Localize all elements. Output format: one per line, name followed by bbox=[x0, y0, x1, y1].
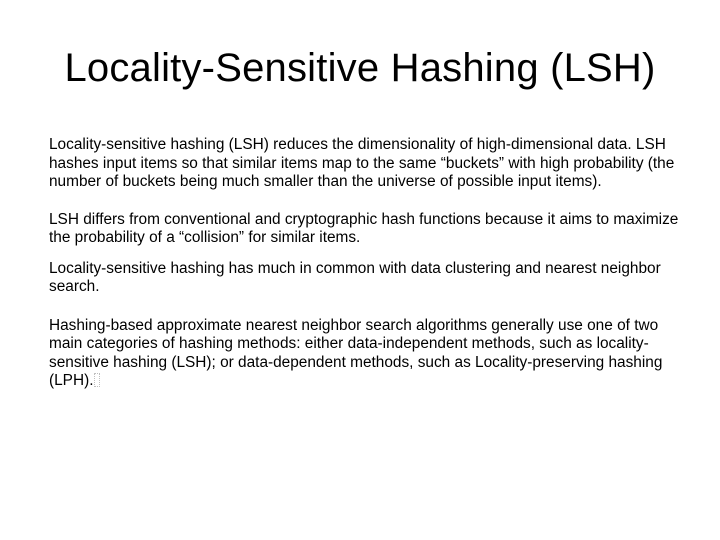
citation-marker[interactable] bbox=[94, 373, 100, 387]
paragraph-text: ) reduces the dimensionality of high-dimensional data. LSH hashes input items so that similar items map to the same “buckets” with high probability (the number of buckets being much smaller than the universe of possible input items). bbox=[49, 136, 675, 190]
paragraph-lsh-definition bbox=[49, 136, 689, 192]
paragraph-lsh-clustering: Locality-sensitive hashing has much in common with data clustering and nearest neighbor search. bbox=[49, 259, 661, 295]
slide-title: Locality-Sensitive Hashing (LSH) bbox=[64, 46, 656, 90]
slide-body bbox=[49, 136, 689, 391]
paragraph-text: Hashing-based approximate nearest neighbor search algorithms generally use one of two main categories of hashing methods: either data-independent methods, such as locality-sensitive hashing (LSH); or data-dependent methods, such as Locality-preserving hashing (LPH). bbox=[49, 316, 663, 389]
term-locality-sensitive-hashing: Locality-sensitive hashing bbox=[49, 136, 225, 153]
paragraph-hashing-methods bbox=[49, 317, 689, 391]
term-lsh-abbreviation: LSH bbox=[233, 136, 264, 153]
paragraph-lsh-vs-hash: LSH differs from conventional and cryptographic hash functions because it aims to maximize the probability of a “collision” for similar items. bbox=[49, 210, 679, 246]
paren-open: ( bbox=[224, 136, 234, 153]
